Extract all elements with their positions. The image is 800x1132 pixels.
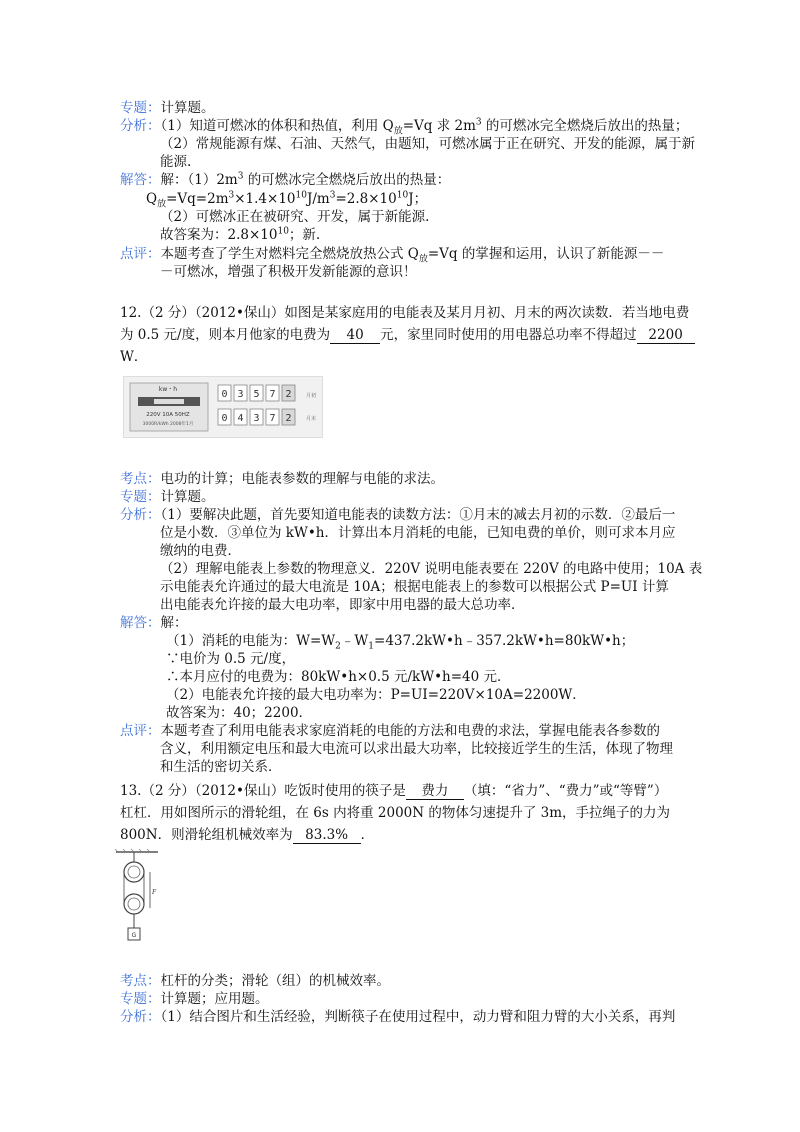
meter-spec: 220V 10A 50HZ: [146, 412, 190, 418]
text: 本题考查了学生对燃料完全燃烧放热公式 Q: [160, 246, 419, 262]
kaodian-label: 考点：: [120, 973, 161, 989]
text: 的可燃冰完全燃烧后放出的热量：: [243, 172, 451, 188]
subscript: 放: [418, 254, 428, 265]
text: 为 0.5 元/度，则本月他家的电费为: [120, 327, 331, 343]
meter-digit: 4: [237, 413, 244, 424]
superscript: 3: [329, 190, 336, 201]
text: Q: [146, 191, 158, 207]
q11-comment-line2: －可燃冰，增强了积极开发新能源的意识！: [160, 264, 417, 280]
subscript: 放: [157, 199, 167, 210]
meter-digit: 2: [285, 413, 292, 424]
meter-digit: 7: [269, 413, 276, 424]
q12-analysis-line1: [120, 506, 675, 524]
pulley-drawing: [114, 848, 160, 946]
subscript: 1: [368, 641, 375, 652]
q12-stem-line2: [120, 326, 695, 344]
meter-digit: 0: [221, 413, 228, 424]
q12-analysis-line6: 出电能表允许接的最大电功率，即家中用电器的最大总功率．: [160, 597, 525, 613]
kaodian-label: 考点：: [120, 471, 161, 487]
q11-topic-line: [120, 99, 215, 117]
q12-solution-line5: 故答案为：40；2200．: [166, 705, 313, 721]
superscript: 3: [228, 190, 235, 201]
text: 故答案为：2.8×10: [160, 227, 278, 243]
q12-kaodian-line: [120, 470, 444, 488]
meter-title: kw・h: [158, 386, 178, 393]
analysis-label: 分析：: [120, 1009, 161, 1025]
answer-blank-fee: 40: [330, 328, 380, 344]
q12-analysis-line3: 缴纳的电费．: [160, 543, 241, 559]
q11-analysis-line1: [120, 117, 688, 135]
q13-stem-line1: [120, 782, 667, 800]
movable-pulley: [124, 894, 144, 914]
text: =Vq=2m: [166, 191, 229, 207]
meter-digit: 0: [221, 389, 228, 400]
comment-label: 点评：: [120, 723, 161, 739]
text: 解：: [160, 172, 188, 188]
superscript: 3: [237, 171, 244, 182]
answer-blank-efficiency: 83.3%: [293, 828, 361, 844]
topic-label: 专题：: [120, 100, 161, 116]
text: ×1.4×10: [234, 191, 296, 207]
q13-stem-line2: 杠杠．用如图所示的滑轮组，在 6s 内将重 2000N 的物体匀速提升了 3m，手拉绳子的力为: [120, 805, 671, 821]
topic-label: 专题：: [120, 489, 161, 505]
text: 本题考查了利用电能表求家庭消耗的电能的方法和电费的求法，掌握电能表各参数的: [160, 723, 660, 739]
superscript: 10: [277, 226, 289, 237]
electric-meter-drawing: [124, 377, 322, 437]
weight-label: G: [131, 932, 137, 939]
solution-label: 解答：: [120, 615, 161, 631]
text: 电功的计算；电能表参数的理解与电能的求法。: [160, 471, 444, 487]
q12-stem-line1: 12.（2 分）（2012•保山）如图是某家庭用的电能表及某月月初、月末的两次读数．若当地电费: [120, 305, 690, 321]
analysis-label: 分析：: [120, 118, 161, 134]
q11-analysis-line3: 能源.: [160, 154, 192, 170]
q12-stem-line3: W．: [120, 349, 148, 365]
text: J；: [408, 191, 428, 207]
text: （1）知道可燃冰的体积和热值，利用 Q: [160, 118, 394, 134]
q11-topic: 计算题。: [160, 100, 215, 116]
fixed-pulley: [124, 862, 144, 882]
text: J/m: [306, 191, 330, 207]
topic-label: 专题：: [120, 991, 161, 1007]
text: 13.（2 分）（2012•保山）吃饭时使用的筷子是: [120, 783, 406, 799]
fixed-pulley-inner: [128, 866, 140, 878]
superscript: 10: [295, 190, 307, 201]
q11-solution-line0: [120, 171, 450, 189]
reading-end-label: 月末: [306, 416, 317, 422]
q13-kaodian-line: [120, 972, 390, 990]
text: （1）2m: [187, 172, 238, 188]
text: （1）要解决此题，首先要知道电能表的读数方法：①月末的减去月初的示数．②最后一: [160, 507, 676, 523]
movable-pulley-inner: [128, 898, 140, 910]
text: 解：: [160, 615, 188, 631]
text: ；新.: [288, 227, 321, 243]
meter-digit: 3: [237, 389, 244, 400]
q12-comment-line2: 含义，利用额定电压和最大电流可以求出最大功率，比较接近学生的生活，体现了物理: [160, 741, 673, 757]
text: 计算题；应用题。: [160, 991, 269, 1007]
q11-analysis-line2: （2）常规能源有煤、石油、天然气，由题知，可燃冰属于正在研究、开发的能源，属于新: [160, 136, 696, 152]
q12-solution-line1: [166, 632, 634, 650]
meter-reading-end: [218, 409, 295, 425]
comment-label: 点评：: [120, 246, 161, 262]
meter-digit: 2: [285, 389, 292, 400]
superscript: 3: [475, 117, 482, 128]
q12-topic-line: [120, 488, 215, 506]
q12-comment-line3: 和生活的密切关系．: [160, 759, 282, 775]
meter-digit: 7: [269, 389, 276, 400]
q12-solution-line4: （2）电能表允许接的最大电功率为：P=UI=220V×10A=2200W．: [166, 687, 586, 703]
force-label: F: [152, 889, 157, 896]
meter-digit: 5: [253, 389, 260, 400]
q12-analysis-line4: （2）理解电能表上参数的物理意义．220V 说明电能表要在 220V 的电路中使用；10A 表: [160, 561, 703, 577]
text: 计算题。: [160, 489, 215, 505]
text: （填：“省力”、“费力”或“等臂”）: [463, 783, 668, 799]
solution-label: 解答：: [120, 172, 161, 188]
meter-digit: 3: [253, 413, 260, 424]
q11-solution-line4: [160, 226, 320, 244]
text: （1）消耗的电能为：W=W: [166, 633, 336, 649]
text: 的可燃冰完全燃烧后放出的热量；: [481, 118, 689, 134]
text: =437.2kW•h﹣357.2kW•h=80kW•h；: [374, 633, 635, 649]
q12-solution-line0: [120, 614, 188, 632]
text: =Vq 求 2m: [402, 118, 476, 134]
text: =2.8×10: [335, 191, 397, 207]
q12-analysis-line2: 位是小数．③单位为 kW•h．计算出本月消耗的电能，已知电费的单价，则可求本月应: [160, 525, 676, 541]
superscript: 10: [396, 190, 409, 201]
answer-blank-power: 2200: [637, 328, 695, 344]
q13-topic-line: [120, 990, 269, 1008]
answer-blank-lever: 费力: [406, 784, 464, 800]
q11-solution-line3: （2）可燃冰正在被研究、开发，属于新能源.: [160, 209, 430, 225]
meter-rotor: [154, 399, 184, 404]
text: 元，家里同时使用的用电器总功率不得超过: [380, 327, 637, 343]
q12-analysis-line5: 示电能表允许通过的最大电流是 10A；根据电能表上的参数可以根据公式 P=UI 计算: [160, 579, 669, 595]
text: =Vq 的掌握和运用，认识了新能源－－: [427, 246, 665, 262]
text: 杠杆的分类；滑轮（组）的机械效率。: [160, 973, 390, 989]
q12-solution-line2: ∵电价为 0.5 元/度，: [166, 651, 296, 667]
q13-stem-line3: [120, 826, 374, 844]
electric-meter-figure: [123, 376, 323, 438]
text: ﹣W: [340, 633, 369, 649]
q11-solution-line2: [146, 190, 427, 208]
meter-spec2: 3000R/kWh 2008年1月: [142, 422, 194, 427]
subscript: 放: [393, 126, 403, 137]
q12-comment-line1: [120, 722, 660, 740]
reading-start-label: 月初: [306, 393, 317, 399]
text: （1）结合图片和生活经验，判断筷子在使用过程中，动力臂和阻力臂的大小关系，再判: [160, 1009, 676, 1025]
subscript: 2: [335, 641, 341, 652]
analysis-label: 分析：: [120, 507, 161, 523]
q12-solution-line3: ∴本月应付的电费为：80kW•h×0.5 元/kW•h=40 元．: [166, 669, 511, 685]
text: ．: [360, 827, 375, 843]
meter-reading-start: [218, 385, 295, 401]
text: 800N．则滑轮组机械效率为: [120, 827, 293, 843]
q11-comment-line1: [120, 245, 664, 263]
pulley-figure: [114, 848, 160, 946]
q13-analysis-line1: [120, 1008, 675, 1026]
